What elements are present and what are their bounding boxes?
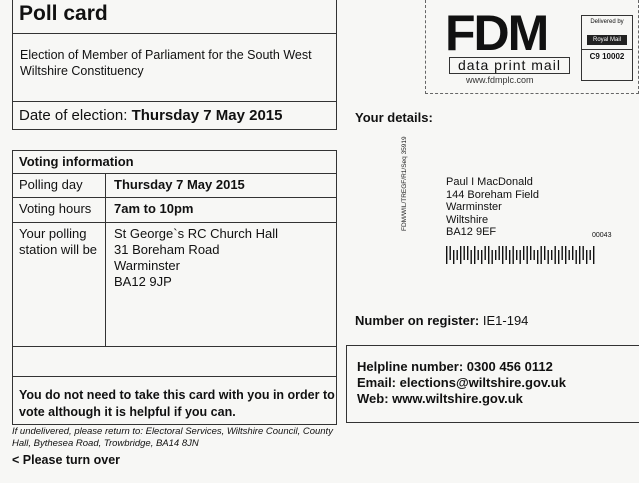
helpline-panel [346,345,639,423]
barcode-bar [541,246,542,264]
helpline-web: Web: www.wiltshire.gov.uk [357,391,523,406]
fdm-website: www.fdmplc.com [466,75,534,85]
return-address: If undelivered, please return to: Electoral Services, Wiltshire Council, County Hall, Bythesea Road, Trowbridge, BA14 8JN [12,426,333,449]
barcode-bar [590,250,591,260]
voting-information-panel [12,150,337,425]
barcode-bar [446,246,447,264]
barcode-bar [548,250,549,264]
barcode-bar [586,250,587,264]
polling-day-row [13,174,336,198]
barcode-bar [457,250,458,260]
election-date [12,101,337,130]
barcode-bar [516,250,517,260]
barcode-bar [492,250,493,264]
postal-barcode [446,244,601,266]
election-description [12,34,337,102]
barcode-bar [478,250,479,260]
station-line: 31 Boreham Road [114,242,220,257]
barcode-bar [551,250,552,260]
barcode-bar [509,250,510,264]
register-label: Number on register: [355,313,480,328]
register-value: IE1-194 [482,313,529,328]
vertical-reference-code: FDM/WIL/TREGF/R1/Seq 35919 [401,136,408,231]
station-line: Warminster [114,258,180,273]
barcode-bar [527,246,528,264]
address-line: Warminster [446,201,502,213]
royal-mail-stamp [581,15,633,81]
polling-station-row [13,223,336,347]
barcode-bar [467,246,468,260]
recipient-address [446,176,539,239]
royal-mail-logo: Royal Mail [587,35,627,45]
barcode-bar [481,250,482,264]
barcode-bar [572,246,573,260]
barcode-bar [593,246,594,264]
helpline-email: Email: elections@wiltshire.gov.uk [357,375,566,390]
barcode-bar [495,250,496,260]
voting-hours-value: 7am to 10pm [114,201,194,216]
voting-heading: Voting information [19,154,134,169]
delivered-by-label: Delivered by [590,19,624,25]
address-line: Wiltshire [446,213,489,226]
barcode-bar [453,250,454,264]
postage-code: C9 10002 [582,49,632,61]
voting-heading-row [13,151,336,174]
election-text: Election of Member of Parliament for the South West Wiltshire Constituency [20,48,312,78]
voting-hours-row [13,198,336,223]
barcode-bar [565,246,566,264]
address-line: Paul I MacDonald [446,176,533,188]
barcode-bar [569,250,570,260]
address-line: BA12 9EF [446,226,497,238]
voting-hours-label: Voting hours [13,198,106,222]
barcode-bar [576,250,577,264]
fdm-tagline: data print mail [449,57,570,74]
barcode-bar [464,246,465,260]
fdm-logo: FDM [445,5,548,61]
barcode-bar [579,246,580,264]
barcode-bar [534,250,535,260]
polling-station-label: Your polling station will be [13,223,106,346]
address-line: 144 Boreham Field [446,188,539,201]
sequence-number: 00043 [592,232,612,239]
barcode-bar [520,250,521,264]
page-title [12,0,337,34]
turn-over-label: < Please turn over [12,453,121,467]
polling-station-address [106,223,336,346]
your-details-heading: Your details: [355,110,433,125]
barcode-bar [583,246,584,260]
register-number [355,313,528,328]
voting-note: You do not need to take this card with you in order to vote although it is helpful if you can. [19,388,335,419]
blank-row [13,347,336,377]
barcode-bar [488,246,489,264]
date-value: Thursday 7 May 2015 [131,107,283,124]
barcode-bar [474,246,475,264]
station-line: BA12 9JP [114,274,172,289]
barcode-bar [537,250,538,264]
date-label: Date of election: [19,107,128,124]
barcode-bar [562,246,563,260]
barcode-bar [502,246,503,264]
polling-day-label: Polling day [13,174,106,197]
title-text: Poll card [19,2,108,25]
barcode-bar [499,246,500,260]
helpline-phone: Helpline number: 0300 456 0112 [357,359,553,374]
barcode-bar [523,246,524,260]
station-line: St George`s RC Church Hall [114,226,278,241]
barcode-bar [558,250,559,264]
barcode-bar [460,246,461,264]
barcode-bar [450,246,451,260]
barcode-bar [544,246,545,260]
barcode-bar [471,250,472,264]
barcode-bar [485,246,486,260]
polling-day-value: Thursday 7 May 2015 [114,177,245,192]
barcode-bar [506,246,507,260]
barcode-bar [530,246,531,260]
barcode-bar [555,246,556,264]
barcode-bar [513,246,514,264]
